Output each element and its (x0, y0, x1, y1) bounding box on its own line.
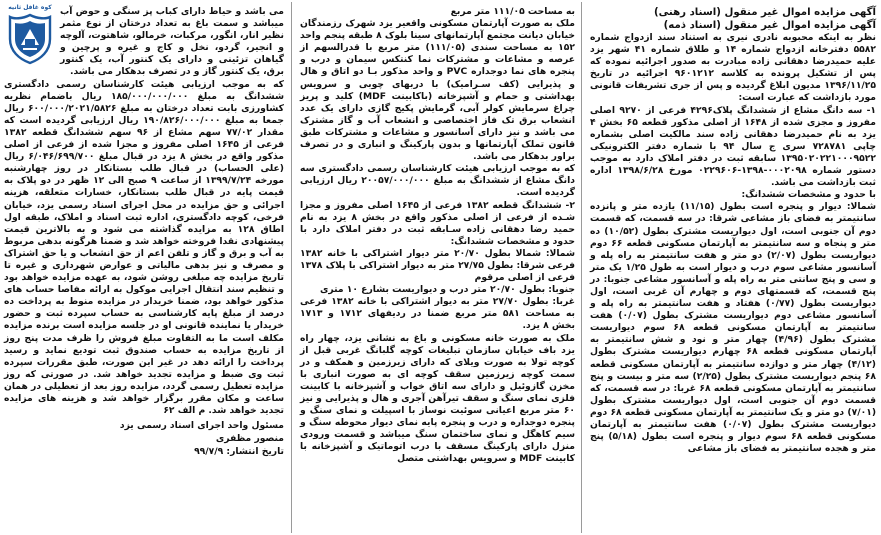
column-divider (291, 2, 292, 533)
notice-paragraph: ۱- سه دانگ مشاع از ششدانگ پلاک۴۲۹۶ فرعی از ۹۲۷۰ اصلی مفروز و مجزی شده از ۱۶۴۸ از اصلی مذکور قطعه ۶۵ بخش ۴ یزد به نام حمیدرضا دهقانی زاده سند مالکیت اصلی بشماره چاپی ۷۲۸۷۸۱ سری ج سال ۹۴ با شماره دفتر الکترونیکی ۱۳۹۵۰۲۰۲۲۱۰۰۰۹۵۲۲ سابقه ثبت در دفتر املاک دارد به موجب دستور شماره ۰۰۰۲۰۹۸-۱۳۹۸-۰۲۲۹۶۰۶ مورخ ۱۳۹۸/۶/۲۸ اداره ثبت بازداشت می باشد. (590, 104, 876, 189)
notice-paragraph: غربا: بطول ۲۷/۷۰ متر به دیوار اشتراکی با خانه ۱۳۸۲ فرعی به مساحت ۵۸۱ متر مربع ضمنا در ردیفهای ۱۷۱۲ و ۱۷۱۳ بخش ۸ یزد. (300, 296, 575, 332)
notice-column-left (0, 0, 290, 535)
signature-block (4, 419, 284, 458)
notice-heading-debt: آگهی مزایده اموال غیر منقول (اسناد ذمه) (663, 20, 876, 31)
notice-paragraph: نظر به اینکه محبوبه نادری نیری به استناد سند ازدواج شماره ۵۵۸۲ دفترخانه ازدواج شماره ۱۴ و طلاق شماره ۴۱ شهر یزد علیه حمیدرضا دهقانی زاده مبادرت به صدور اجرائیه نموده که پس از تشکیل پرونده به کلاسه ۹۶۰۱۲۱۲ اجرائیه در تاریخ ۱۳۹۶/۱۱/۲۵ مدیون ابلاغ گردیده و پس از جری تشریفات قانونی مورد بازداشت که عبارت است: (590, 32, 876, 104)
notice-paragraph: جنوبا: بطول ۲۰/۷۰ متر درب و دیواریست بشارع ۱۰ متری (319, 284, 575, 296)
publish-date: تاریخ انتشار: ۹۹/۷/۹ (194, 446, 284, 458)
notice-paragraph: می باشد و حیاط دارای کباب پز سنگی و حوض آب میباشد و سمت باغ به تعداد درختان از نوع مثمر نظیر انار، انگور، مرکبات، خرمالو، شاهتوت، آلوچه و انجیر، گردو، نخل و کاج و غیره و پرچین و گیاهان تزئینی و دارای یک کنتور آب، یک کنتور برق، یک کنتور گاز و در تصرف بدهکار می باشد. (60, 6, 284, 78)
notice-column-right (584, 0, 881, 535)
notice-paragraph: که به موجب ارزیابی هیئت کارشناسان رسمی دادگستری سه دانگ مشاع از ششدانگ به مبلغ ۲۰۰۵۷/۰۰۰/۰۰۰ ریال ارزیابی گردیده است. (300, 163, 575, 199)
signature-office: مسئول واحد اجرای اسناد رسمی یزد (119, 420, 284, 432)
logo-caption: کوه غافل ثانیه (8, 4, 52, 11)
notice-paragraph: به مساحت ۱۱۱/۰۵ متر مربع (450, 6, 575, 17)
signature-name: منصور مظفری (215, 433, 284, 445)
notice-column-middle (294, 0, 580, 535)
notice-paragraph: شمالا: دیوار و پنجره است بطول (۱۱/۱۵) یازده متر و پانزده سانتیمتر به فضای باز مشاعی شرقا: در سه قسمت، که قسمت دوم آن جنوبی است، اول دیواریست مشترک بطول (۱۰/۵۲) ده متر و پنجاه و سه سانتیمتر به آپارتمان مسکونی قطعه ۶۶ دوم دیواریست بطول (۲/۰۷) دو متر و هفت سانتیمتر به راه پله و آسانسور مشاعی سوم درب و دیوار است به طول ۱/۲۵ یک متر و سی و پنج سانتی متر به راه پله و آسانسور مشاعی جنوبا: در پنج قسمت، که قسمتهای دوم و چهارم آن غربی است، اول دیواریست بطول (۰/۷۷) هفتاد و هفت سانتیمتر به راه پله و آسانسور مشاعی دوم دیواریست مشترک بطول (۰/۰۷) هفت سانتیمتر به آپارتمان مسکونی قطعه ۶۸ سوم دیواریست مشترک بطول (۴/۹۶) چهار متر و نود و شش سانتیمتر به آپارتمان مسکونی قطعه ۶۸ چهارم دیواریست مشترک بطول (۴/۱۲) چهار متر و دوازده سانتیمتر به آپارتمان مسکونی قطعه ۶۸ پنجم دیواریست مشترک بطول (۲/۲۵) سه متر و بیست و پنج سانتیمتر به آپارتمان مسکونی قطعه ۶۸ غربا: در سه قسمت، که قسمت دوم آن جنوبی است، اول دیواریست مشترک بطول (۷/۰۱) دو متر و یک سانتیمتر به آپارتمان مسکونی قطعه ۶۸ دوم دیواریست مشترک بطول (۰/۰۷) هفت سانتیمتر به آپارتمان مسکونی قطعه ۶۸ سوم دیوار و پنجره است بطول (۵/۱۸) پنج متر و هجده سانتیمتر به فضای باز مشاعی (590, 201, 877, 455)
notice-paragraph: ۲- ششدانگ قطعه ۱۳۸۲ فرعی از ۱۶۴۵ اصلی مفروز و مجزا شـده از فرعی از اصلی مذکور واقع در بخش ۸ یزد به نام حمید رضا دهقانی زاده سـابقه ثبت در دفتر املاک دارد با حدود و مشخصات ششدانگ: (300, 199, 575, 247)
organization-emblem-icon (8, 13, 52, 65)
notice-heading-mortgage: آگهی مزایده اموال غیر منقول (اسناد رهنی) (653, 7, 876, 18)
notice-paragraph: با حدود و مشخصات ششدانگ: (741, 189, 876, 201)
organization-logo (6, 4, 54, 66)
notice-paragraph: ملک به صورت آپارتمان مسکونی واقعیر یزد شهرک رزمندگان خیابان دیانت مجتمع آپارتمانهای سینا بلوک ۸ طبقه پنجم واحد ۱۵۲ به مساحت سندی (۱۱۱/۰۵) متر مربع با قدرالسهم از عرصه و مشاعات و مشترکات نما کنتکس سیمان و درب و پنجره های نما دوجداره PVC و واحد مذکور بـا دو اتاق و هال و پذیرایی (کف سـرامیک) با دربهای چوبی و سرویس بهداشتی و حمام و آشپزخانه (باکابینت MDF) کلید و پریز چراغ سرمایش کولر آبی، گرمایش پکیج گازی دارای یک عدد انشعاب برق تک فاز اختصاصی و انشعاب آب و گاز مشترک می باشد و نیز دارای آسانسور و مشاعات و مشترکات طبق قانون تملک آپارتمانها و بدون پارکینگ و انباری و در تصرف براور بدهکار می باشد. (300, 18, 575, 163)
notice-paragraph: ملک به صورت خانه مسکونی و باغ به نشانی یزد، چهار راه یزد باف خیابان سازمان تبلیغات کوچه گلبانگ غربی قبل از کوچه تولا به صورت ویلای که دارای زیرزمین و همکف و در سمت کوچه زیرزمین سقف کوچه ای به صورت انباری با مخزن گازوئیل و دارای سه اتاق خواب و آشپزخانه با کابینت فلزی نمای سنگ و سقف تیرآهن آجری و هال و پذیرایی و نیز ۶۰ متر مربع اعیانی سوئیت نوساز با اسپیلت و نمای سنگ و پنجره دوجداره و درب و پنجره پایه نمای دیوار محوطه سنگ و سیم کاهگل و نمای ساختمان سنگ میباشد و قسمت ورودی منزل دارای پارکینگ مسقف با درب اتوماتیک و آشپزخانه با کابینت MDF و سرویس بهداشتی متصل (300, 332, 575, 465)
notice-paragraph: شمالا: شمالا بطول ۲۰/۷۰ متر دیوار اشتراکی با خانه ۱۳۸۲ فرعی شرقا: بطول ۲۷/۷۵ متر به دیوار اشتراکی با پلاک ۱۳۷۸ فرعی از اصلی مرقوم (300, 247, 575, 284)
notice-paragraph: که به موجب ارزیابی هیئت کارشناسان رسمی دادگستری ششدانگ به مبلغ ۱۸۵/۰۰۰/۰۰۰/۰۰۰ ریال باضمام نظریه کشاورزی بابت تعداد درختان به مبلغ ۶۰۰/۰۰۰/۲۰۲۱/۵۸۲۶ ریال جمعا به مبلغ ۱۹۰/۸۲۶/۰۰۰/۰۰۰ ریال ارزیابی گردیده است که مقدار ۷۷/۰۲ سهم مشاع از ۹۶ سهم ششدانگ قطعه ۱۳۸۲ فرعی از ۱۶۴۵ اصلی مفروز و مجزا شده از فرعی از اصلی مذکور واقع در بخش ۸ یزد در قبال مبلغ ۶/۰۴۶/۶۹۹/۷۰۰ ریال (علی الحساب) در قبال طلب بستانکار در روز چهارشنبه مورخه ۱۳۹۹/۷/۲۴ از ساعت ۹ صبح الی ۱۲ ظهر در دو پلاک به قیمت پایه در قبال طلب بستانکار، خسارات متعلقه، هزینه اجرائی و حق مزایده در محل اجرای اسناد رسمی یزد، خیابان فرخی، کوچه دادگستری، اداره ثبت اسناد و املاک، طبقه اول اطاق ۱۲۸ به مزایده گذاشته می شود و به بالاترین قیمت پیشنهادی نقدا فروخته خواهد شد و ضمنا هرگونه بدهی مربوط به آب و برق و گاز و تلفن اعم از حق انشعاب و یا حق اشتراک و مصرف و نیز بدهی مالیاتی و عوارض شهرداری و غیره تا تاریخ مزایده چه مبلغی روشن شود، به عهده مزایده خواهد بود و تنظیم سند انتقال اجرایی موکول به ارائه مفاصا حساب های مذکور خواهد بود، ضمنا خریدار در مزایده منوط به پرداخت ده درصد از مبلغ پایه کارشناسی به حساب سپرده ثبت و حضور خریدار یا نماینده قانونی او در جلسه مزایده است برنده مزایده مکلف است ما به التفاوت مبلغ فروش را ظرف مدت پنج روز از تاریخ مزایده به حساب صندوق ثبت تودیع نماید و رسید پرداخت را ارائه دهد در غیر این صورت، طبق مقررات سپرده ثبت وی ضبط و مزایده تجدید خواهد شد. در صورتی که روز مزایده تعطیل رسمی گردد، مزایده روز بعد از تعطیلی در همان ساعت و مکان مقرر برگزار خواهد شد و هزینه های مزایده تجدید خواهد شد. م الف ۶۲ (4, 78, 285, 417)
column-divider (581, 2, 582, 533)
